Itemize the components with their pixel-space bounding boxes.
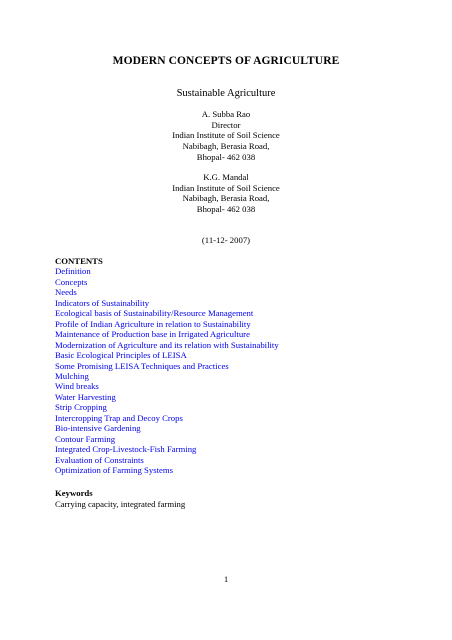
keywords-section bbox=[55, 488, 185, 509]
toc-link[interactable]: Contour Farming bbox=[55, 433, 116, 444]
toc-link[interactable]: Ecological basis of Sustainability/Resource Management bbox=[55, 308, 254, 319]
author-designation: Director bbox=[211, 119, 241, 130]
toc-link[interactable]: Bio-intensive Gardening bbox=[55, 423, 141, 434]
keywords-text: Carrying capacity, integrated farming bbox=[55, 498, 186, 509]
page-number: 1 bbox=[223, 574, 229, 584]
author-city: Bhopal- 462 038 bbox=[196, 204, 256, 215]
author-name: K.G. Mandal bbox=[203, 172, 249, 182]
toc-link[interactable]: Water Harvesting bbox=[55, 391, 116, 402]
toc-link[interactable]: Optimization of Farming Systems bbox=[55, 465, 173, 476]
author-block-1 bbox=[0, 109, 452, 163]
toc-link[interactable]: Needs bbox=[55, 287, 77, 298]
toc-link[interactable]: Basic Ecological Principles of LEISA bbox=[55, 350, 187, 361]
document-date: (11-12- 2007) bbox=[201, 235, 251, 245]
author-institute: Indian Institute of Soil Science bbox=[172, 130, 280, 141]
toc-link[interactable]: Modernization of Agriculture and its relation with Sustainability bbox=[55, 339, 279, 350]
contents-heading: CONTENTS bbox=[55, 256, 103, 266]
document-title: MODERN CONCEPTS OF AGRICULTURE bbox=[112, 55, 340, 67]
author-name: A. Subba Rao bbox=[201, 109, 251, 119]
toc-link[interactable]: Some Promising LEISA Techniques and Practices bbox=[55, 360, 229, 371]
keywords-heading: Keywords bbox=[55, 488, 93, 498]
toc-link[interactable]: Evaluation of Constraints bbox=[55, 454, 144, 465]
author-city: Bhopal- 462 038 bbox=[196, 151, 256, 162]
toc-link[interactable]: Strip Cropping bbox=[55, 402, 107, 413]
toc-link[interactable]: Wind breaks bbox=[55, 381, 99, 392]
author-address: Nabibagh, Berasia Road, bbox=[182, 141, 270, 152]
toc-link[interactable]: Integrated Crop-Livestock-Fish Farming bbox=[55, 444, 197, 455]
author-institute: Indian Institute of Soil Science bbox=[172, 182, 280, 193]
toc-link[interactable]: Definition bbox=[55, 266, 91, 277]
author-address: Nabibagh, Berasia Road, bbox=[182, 193, 270, 204]
toc-link[interactable]: Intercropping Trap and Decoy Crops bbox=[55, 412, 183, 423]
toc-link[interactable]: Concepts bbox=[55, 276, 88, 287]
toc-link[interactable]: Mulching bbox=[55, 370, 89, 381]
toc-link[interactable]: Maintenance of Production base in Irrigated Agriculture bbox=[55, 329, 250, 340]
table-of-contents bbox=[55, 256, 279, 476]
author-block-2 bbox=[0, 172, 452, 215]
toc-link[interactable]: Profile of Indian Agriculture in relation to Sustainability bbox=[55, 318, 251, 329]
toc-link[interactable]: Indicators of Sustainability bbox=[55, 297, 150, 308]
toc-list bbox=[55, 266, 279, 475]
document-subtitle: Sustainable Agriculture bbox=[176, 88, 276, 99]
